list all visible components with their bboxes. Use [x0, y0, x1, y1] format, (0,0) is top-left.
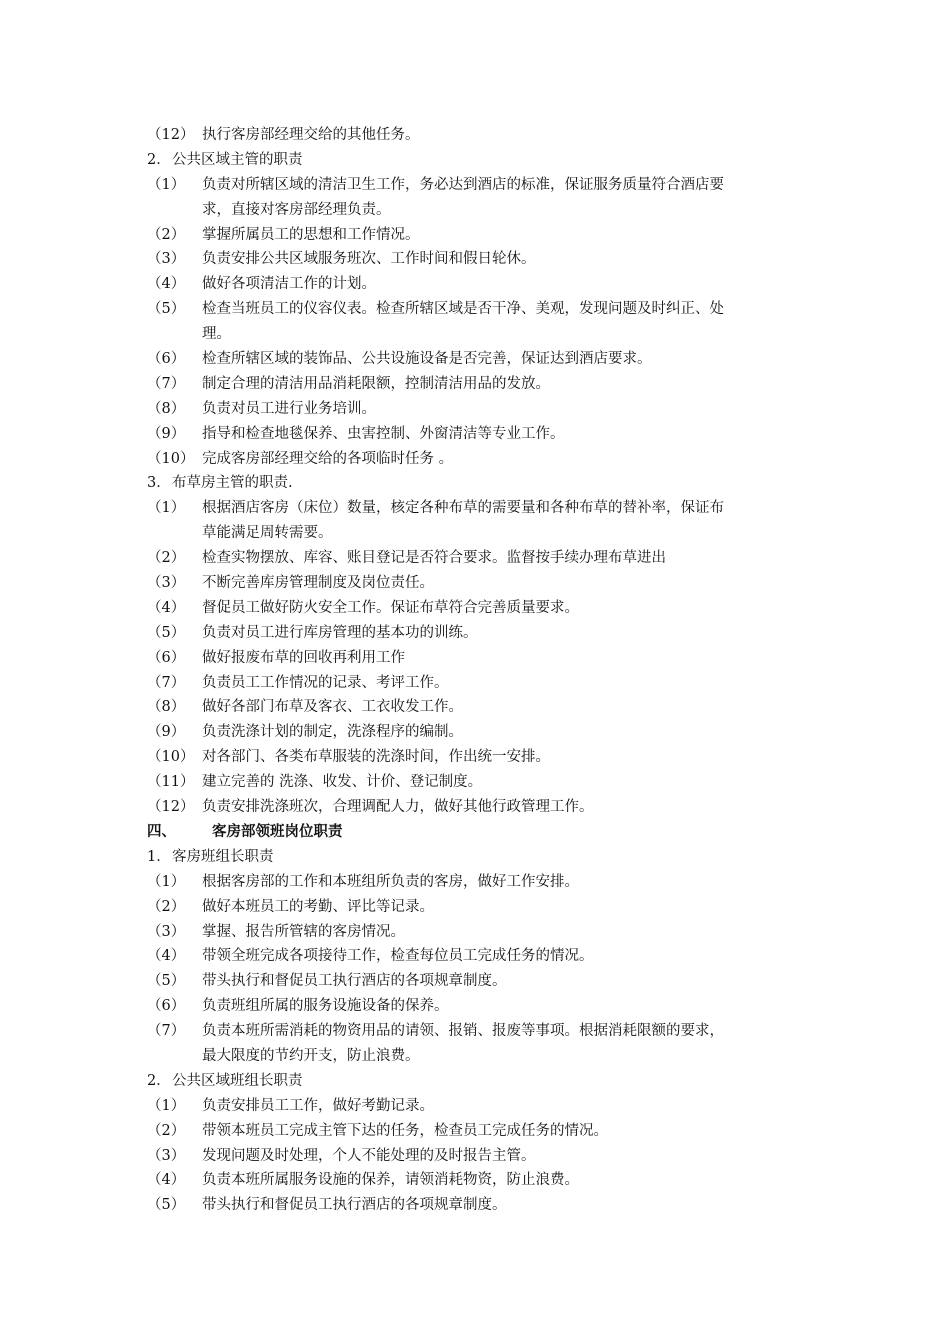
section-heading [0, 471, 950, 496]
item-number: （4） [147, 599, 186, 616]
item-text: 负责班组所属的服务设施设备的保养。 [202, 998, 449, 1015]
item-text: 负责安排员工工作，做好考勤记录。 [202, 1097, 434, 1114]
list-item [0, 745, 950, 770]
item-text: 掌握所属员工的思想和工作情况。 [202, 226, 420, 243]
item-number: （2） [147, 550, 186, 567]
item-number: （2） [147, 1122, 186, 1139]
list-item-continuation [0, 1044, 950, 1069]
item-text: 不断完善库房管理制度及岗位责任。 [202, 575, 434, 592]
item-text: 掌握、报告所管辖的客房情况。 [202, 923, 405, 940]
item-number: （2） [147, 898, 186, 915]
list-item [0, 596, 950, 621]
item-text: 理。 [202, 326, 231, 343]
list-item [0, 1144, 950, 1169]
list-item [0, 247, 950, 272]
item-number: （11） [147, 774, 195, 791]
item-number: （5） [147, 1197, 186, 1214]
item-text: 督促员工做好防火安全工作。保证布草符合完善质量要求。 [202, 599, 579, 616]
list-item-continuation [0, 322, 950, 347]
item-text: 执行客房部经理交给的其他任务。 [202, 127, 420, 143]
item-text: 检查当班员工的仪容仪表。检查所辖区域是否干净、美观，发现问题及时纠正、处 [202, 301, 724, 318]
item-text: 公共区域班组长职责 [172, 1072, 303, 1089]
list-item [0, 546, 950, 571]
item-number: （7） [147, 674, 186, 691]
item-number: （4） [147, 948, 186, 965]
item-number: （5） [147, 624, 186, 641]
item-number: 3． [147, 475, 171, 492]
list-item [0, 944, 950, 969]
item-text: 根据客房部的工作和本班组所负责的客房，做好工作安排。 [202, 873, 579, 890]
list-item [0, 895, 950, 920]
item-text: 做好本班员工的考勤、评比等记录。 [202, 898, 434, 915]
list-item [0, 447, 950, 472]
item-number: （3） [147, 1147, 186, 1164]
list-item-continuation [0, 198, 950, 223]
list-item [0, 123, 950, 148]
item-text: 带头执行和督促员工执行酒店的各项规章制度。 [202, 973, 507, 990]
item-number: （1） [147, 1097, 186, 1114]
item-number: （5） [147, 973, 186, 990]
list-item [0, 646, 950, 671]
list-item [0, 695, 950, 720]
item-number: （8） [147, 400, 186, 417]
item-text: 草能满足周转需要。 [202, 525, 333, 542]
item-number: （2） [147, 226, 186, 243]
item-number: （4） [147, 1172, 186, 1189]
item-number: （5） [147, 301, 186, 318]
item-number: （7） [147, 1023, 186, 1040]
item-text: 客房班组长职责 [172, 848, 274, 865]
list-item [0, 1094, 950, 1119]
item-text: 负责本班所需消耗的物资用品的请领、报销、报废等事项。根据消耗限额的要求， [202, 1023, 724, 1040]
item-number: （12） [147, 127, 195, 143]
item-number: 1． [147, 848, 171, 865]
item-text: 求，直接对客房部经理负责。 [202, 201, 391, 218]
item-text: 带领全班完成各项接待工作，检查每位员工完成任务的情况。 [202, 948, 594, 965]
item-text: 负责洗涤计划的制定，洗涤程序的编制。 [202, 724, 463, 741]
list-item [0, 1168, 950, 1193]
list-item [0, 770, 950, 795]
item-text: 完成客房部经理交给的各项临时任务 。 [202, 450, 454, 467]
list-item [0, 397, 950, 422]
item-text: 根据酒店客房（床位）数量，核定各种布草的需要量和各种布草的替补率，保证布 [202, 500, 724, 517]
item-number: （8） [147, 699, 186, 716]
item-number: 四、 [147, 822, 176, 840]
section-heading [0, 1069, 950, 1094]
item-text: 负责对员工进行库房管理的基本功的训练。 [202, 624, 478, 641]
item-text: 制定合理的清洁用品消耗限额，控制清洁用品的发放。 [202, 375, 550, 392]
section-heading [0, 148, 950, 173]
list-item [0, 372, 950, 397]
list-item [0, 1193, 950, 1218]
item-text: 做好各项清洁工作的计划。 [202, 276, 376, 293]
item-number: （6） [147, 649, 186, 666]
item-number: （4） [147, 276, 186, 293]
list-item [0, 720, 950, 745]
item-number: （12） [147, 799, 195, 816]
item-text: 带头执行和督促员工执行酒店的各项规章制度。 [202, 1197, 507, 1214]
list-item-continuation [0, 521, 950, 546]
item-text: 最大限度的节约开支，防止浪费。 [202, 1047, 420, 1064]
item-text: 负责安排洗涤班次，合理调配人力，做好其他行政管理工作。 [202, 799, 594, 816]
item-text: 负责对所辖区域的清洁卫生工作，务必达到酒店的标准，保证服务质量符合酒店要 [202, 176, 724, 193]
item-number: （1） [147, 500, 186, 517]
item-text: 带领本班员工完成主管下达的任务，检查员工完成任务的情况。 [202, 1122, 608, 1139]
item-number: （3） [147, 251, 186, 268]
item-text: 做好报废布草的回收再利用工作 [202, 649, 405, 666]
list-item [0, 870, 950, 895]
list-item [0, 994, 950, 1019]
item-text: 负责本班所属服务设施的保养，请领消耗物资，防止浪费。 [202, 1172, 579, 1189]
item-text: 负责安排公共区域服务班次、工作时间和假日轮休。 [202, 251, 536, 268]
section-heading [0, 820, 950, 845]
list-item [0, 621, 950, 646]
item-text: 检查实物摆放、库容、账目登记是否符合要求。监督按手续办理布草进出 [202, 550, 666, 567]
document-page [0, 123, 950, 1218]
list-item [0, 422, 950, 447]
list-item [0, 1019, 950, 1044]
list-item [0, 223, 950, 248]
item-text: 公共区域主管的职责 [172, 151, 303, 168]
item-number: 2． [147, 151, 171, 168]
list-item [0, 272, 950, 297]
item-number: （6） [147, 998, 186, 1015]
list-item [0, 1119, 950, 1144]
item-text: 指导和检查地毯保养、虫害控制、外窗清洁等专业工作。 [202, 425, 565, 442]
item-number: （3） [147, 575, 186, 592]
list-item [0, 671, 950, 696]
list-item [0, 795, 950, 820]
item-number: 2． [147, 1072, 171, 1089]
item-number: （10） [147, 749, 195, 766]
list-item [0, 571, 950, 596]
item-number: （7） [147, 375, 186, 392]
list-item [0, 173, 950, 198]
list-item [0, 920, 950, 945]
item-number: （9） [147, 724, 186, 741]
list-item [0, 969, 950, 994]
item-text: 发现问题及时处理，个人不能处理的及时报告主管。 [202, 1147, 536, 1164]
item-text: 客房部领班岗位职责 [212, 822, 343, 840]
item-text: 负责对员工进行业务培训。 [202, 400, 376, 417]
item-text: 建立完善的 洗涤、收发、计价、登记制度。 [202, 774, 483, 791]
item-number: （9） [147, 425, 186, 442]
item-number: （3） [147, 923, 186, 940]
item-text: 检查所辖区域的装饰品、公共设施设备是否完善，保证达到酒店要求。 [202, 351, 652, 368]
item-number: （10） [147, 450, 195, 467]
list-item [0, 347, 950, 372]
item-text: 负责员工工作情况的记录、考评工作。 [202, 674, 449, 691]
item-number: （6） [147, 351, 186, 368]
item-text: 对各部门、各类布草服装的洗涤时间，作出统一安排。 [202, 749, 550, 766]
item-text: 布草房主管的职责. [172, 475, 293, 492]
item-number: （1） [147, 873, 186, 890]
list-item [0, 496, 950, 521]
item-text: 做好各部门布草及客衣、工衣收发工作。 [202, 699, 463, 716]
section-heading [0, 845, 950, 870]
list-item [0, 297, 950, 322]
item-number: （1） [147, 176, 186, 193]
